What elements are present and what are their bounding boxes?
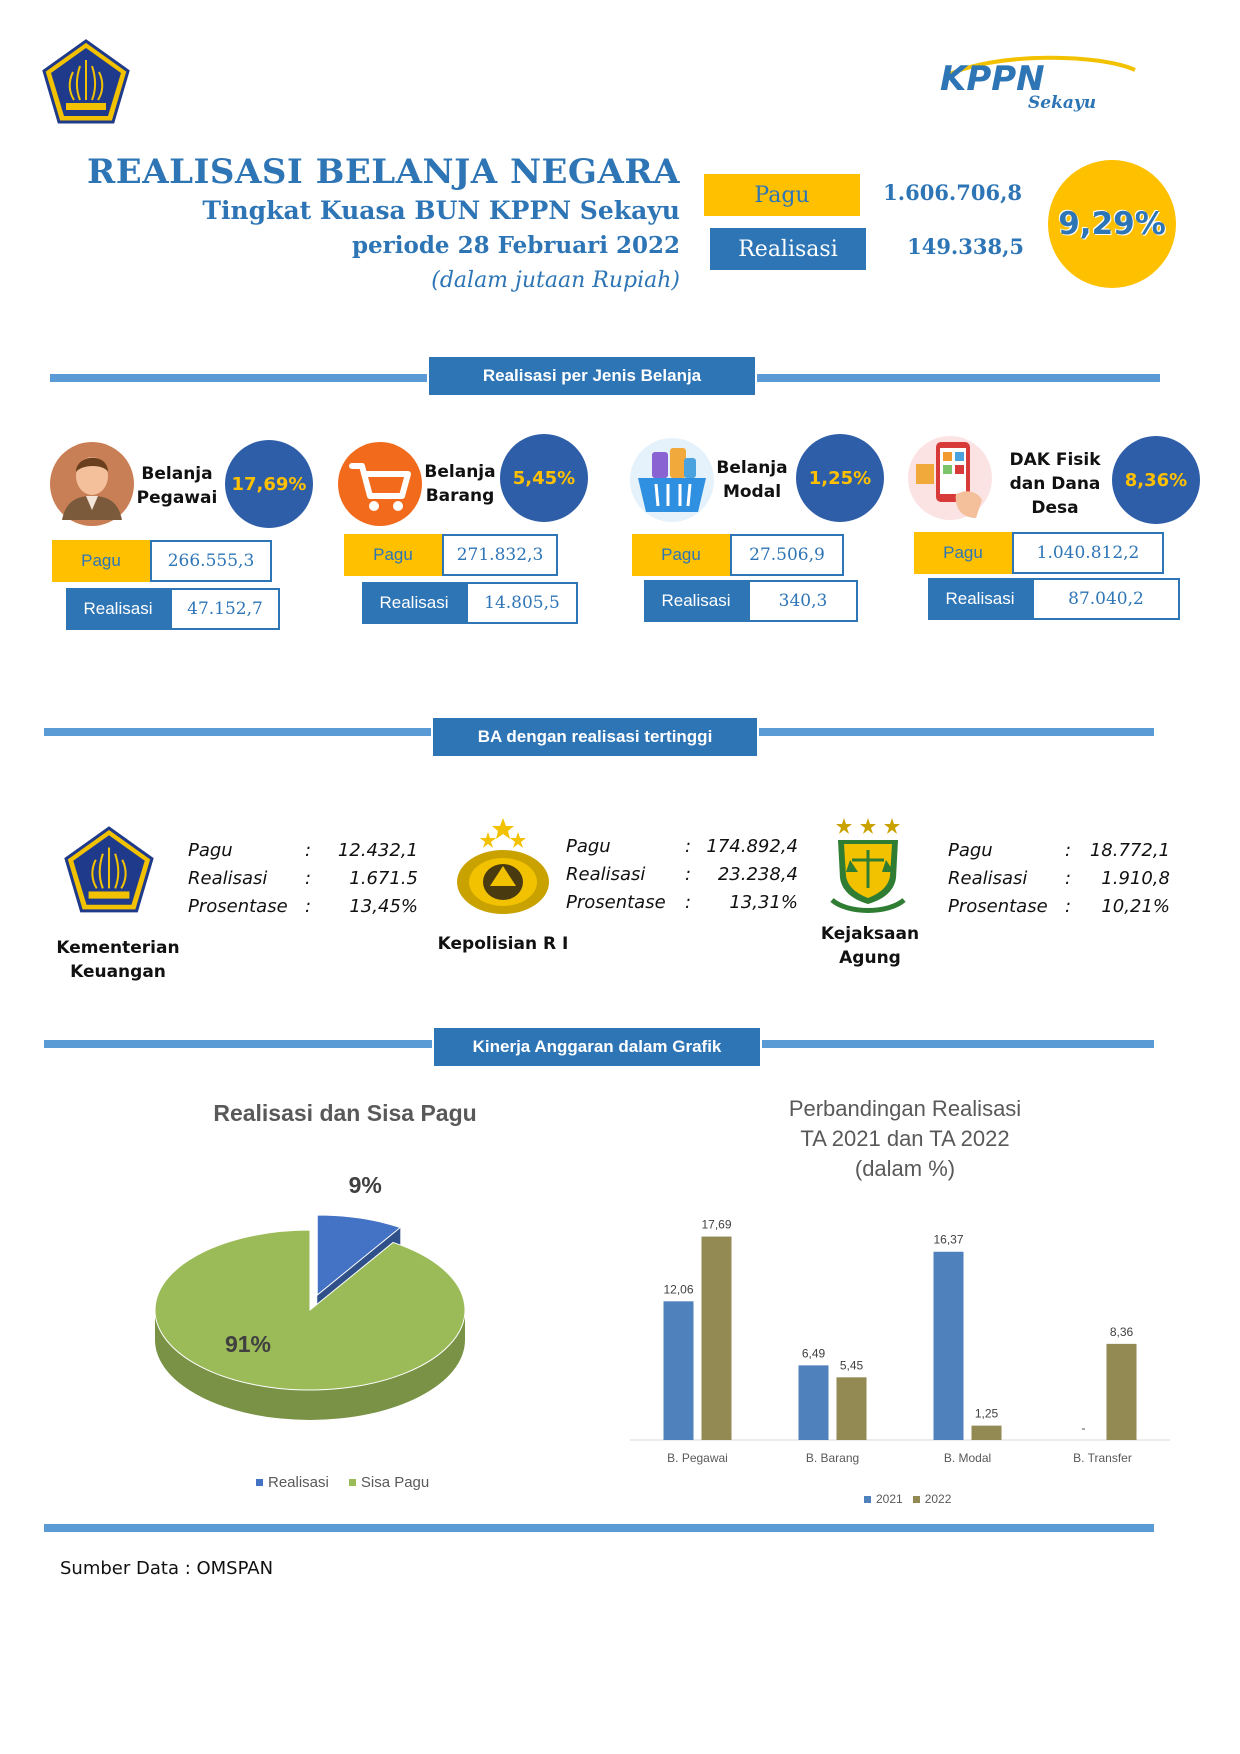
category-percent-badge: 8,36% [1112,436,1200,524]
bar-chart-title-line2: TA 2021 dan TA 2022 [800,1126,1010,1151]
category-pagu-value: 1.040.812,2 [1012,532,1164,574]
ba-row-realisasi [566,860,798,888]
ba-name-line1: Kejaksaan [820,924,920,944]
ba-value: 1.671.5 [349,867,418,889]
ba-row-realisasi [188,864,418,892]
ba-row-prosentase [948,892,1170,920]
bar-data-label: 16,37 [933,1232,964,1247]
legend-item: 2021 [876,1492,903,1506]
page-subtitle: Tingkat Kuasa BUN KPPN Sekayu [202,196,680,225]
category-label [714,456,790,504]
category-label-line1: DAK Fisik [1009,450,1101,470]
legend-item: Realisasi [268,1474,329,1491]
bar-data-label: - [1081,1421,1086,1435]
bar-data-label: 6,49 [801,1346,826,1361]
ba-name-line2: Keuangan [70,962,166,982]
legend-item: 2022 [924,1492,952,1506]
ba-row-pagu [188,836,418,864]
category-pagu-label: Pagu [632,534,730,576]
footer-divider [44,1524,1154,1532]
bar-data-label: 12,06 [663,1282,694,1297]
ba-name [430,932,576,956]
category-label-line2: Pegawai [136,488,218,508]
unit-text: (dalam jutaan Rupiah) [431,268,680,293]
ba-key: Pagu [948,839,993,861]
ba-value: 12.432,1 [337,839,418,861]
pie-slice-sisa-pagu [155,1230,465,1390]
ba-name-line1: Kementerian [56,938,180,958]
category-realisasi-value: 14.805,5 [466,582,578,624]
ba-value: 13,45% [349,895,418,917]
category-label-line2: Barang [425,486,495,506]
x-tick-label: B. Modal [943,1451,992,1465]
shopping-cart-icon [336,440,424,528]
category-percent-badge: 17,69% [225,440,313,528]
section-title-grafik: Kinerja Anggaran dalam Grafik [432,1026,762,1068]
bar-chart [630,1190,1170,1490]
category-label-line3: Desa [1031,498,1079,518]
ba-row-pagu [948,836,1170,864]
ba-key: Realisasi [566,863,646,885]
total-percent-badge: 9,29% [1048,160,1176,288]
ba-colon: : [684,863,692,885]
ba-key: Prosentase [566,891,666,913]
pie-chart-title: Realisasi dan Sisa Pagu [213,1100,477,1126]
category-label-line2: dan Dana [1009,474,1101,494]
category-realisasi-label: Realisasi [928,578,1032,620]
category-label [134,462,220,510]
bar-2021-b-modal [934,1252,964,1440]
ba-name-line2: Agung [839,948,901,968]
ba-value: 174.892,4 [706,835,798,857]
ba-name-line1: Kepolisian R I [437,934,569,954]
pie-data-label: 91% [224,1331,272,1357]
page-title: REALISASI BELANJA NEGARA [87,152,680,192]
ba-colon: : [304,895,312,917]
pie-data-label: 9% [348,1172,382,1199]
person-icon [48,440,136,528]
x-tick-label: B. Barang [805,1451,860,1465]
period-text: periode 28 Februari 2022 [351,232,680,259]
ba-colon: : [304,867,312,889]
ba-value: 10,21% [1101,895,1170,917]
ba-key: Pagu [188,839,233,861]
ba-value: 1.910,8 [1101,867,1170,889]
ba-colon: : [304,839,312,861]
total-pagu-label: Pagu [704,174,860,216]
police-emblem-icon [450,816,556,916]
category-pagu-value: 27.506,9 [730,534,844,576]
bar-2022-b-barang [837,1377,867,1440]
bar-chart-title [740,1094,1070,1184]
bar-2022-b-pegawai [702,1237,732,1440]
pie-chart [140,1140,520,1440]
bar-chart-title-line3: (dalam %) [854,1156,956,1181]
category-label-line1: Belanja [716,458,788,478]
ba-name [810,922,930,970]
category-label-line1: Belanja [141,464,213,484]
bar-2021-b-barang [799,1365,829,1440]
phone-shop-icon [906,434,994,522]
bar-2022-b-modal [972,1426,1002,1440]
total-realisasi-value: 149.338,5 [907,234,1024,259]
ba-colon: : [1064,867,1072,889]
ba-key: Pagu [566,835,611,857]
category-pagu-label: Pagu [52,540,150,582]
category-percent-badge: 5,45% [500,434,588,522]
legend-item: Sisa Pagu [360,1474,430,1491]
ba-key: Prosentase [188,895,288,917]
ba-name [40,936,196,984]
legend-swatch [913,1496,920,1503]
category-pagu-value: 271.832,3 [442,534,558,576]
ba-row-prosentase [566,888,798,916]
category-label [420,460,500,508]
ba-value: 13,31% [729,891,798,913]
category-label-line1: Belanja [424,462,496,482]
ba-key: Prosentase [948,895,1048,917]
pie-legend [256,1474,429,1491]
category-realisasi-value: 87.040,2 [1032,578,1180,620]
bar-data-label: 8,36 [1109,1324,1134,1339]
category-pagu-value: 266.555,3 [150,540,272,582]
bar-chart-title-line1: Perbandingan Realisasi [788,1096,1022,1121]
basket-icon [628,436,716,524]
section-title-ba: BA dengan realisasi tertinggi [431,716,759,758]
ba-table [188,836,418,920]
ba-colon: : [1064,895,1072,917]
ba-key: Realisasi [188,867,268,889]
ba-row-pagu [566,832,798,860]
kppn-logo-sub: Sekayu [1028,93,1097,112]
source-text: Sumber Data : OMSPAN [60,1558,274,1579]
kemenkeu-logo-icon [40,38,132,126]
category-realisasi-label: Realisasi [66,588,170,630]
ba-table [948,836,1170,920]
ba-value: 23.238,4 [717,863,798,885]
bar-data-label: 5,45 [839,1358,864,1373]
total-pagu-value: 1.606.706,8 [883,180,1022,205]
category-label [1006,448,1104,520]
kemenkeu-emblem-icon [62,824,156,916]
section-title-jenis-belanja: Realisasi per Jenis Belanja [427,355,757,397]
attorney-emblem-icon [828,816,908,914]
x-tick-label: B. Pegawai [667,1451,728,1465]
bar-2021-b-pegawai [664,1301,694,1440]
category-pagu-label: Pagu [914,532,1012,574]
category-realisasi-value: 340,3 [748,580,858,622]
x-tick-label: B. Transfer [1073,1451,1132,1465]
ba-table [566,832,798,916]
total-realisasi-label: Realisasi [710,228,866,270]
ba-colon: : [684,891,692,913]
category-percent-badge: 1,25% [796,434,884,522]
ba-colon: : [684,835,692,857]
category-label-line2: Modal [722,482,782,502]
bar-legend [864,1492,951,1506]
legend-swatch [864,1496,871,1503]
bar-data-label: 17,69 [701,1217,732,1232]
legend-swatch [349,1479,356,1486]
category-realisasi-value: 47.152,7 [170,588,280,630]
ba-value: 18.772,1 [1089,839,1170,861]
ba-key: Realisasi [948,867,1028,889]
bar-data-label: 1,25 [974,1406,999,1421]
ba-colon: : [1064,839,1072,861]
legend-swatch [256,1479,263,1486]
ba-row-realisasi [948,864,1170,892]
kppn-logo-icon [930,52,1150,112]
bar-2022-b-transfer [1107,1344,1137,1440]
category-pagu-label: Pagu [344,534,442,576]
ba-row-prosentase [188,892,418,920]
kppn-logo-text: KPPN [940,59,1045,99]
category-realisasi-label: Realisasi [362,582,466,624]
category-realisasi-label: Realisasi [644,580,748,622]
